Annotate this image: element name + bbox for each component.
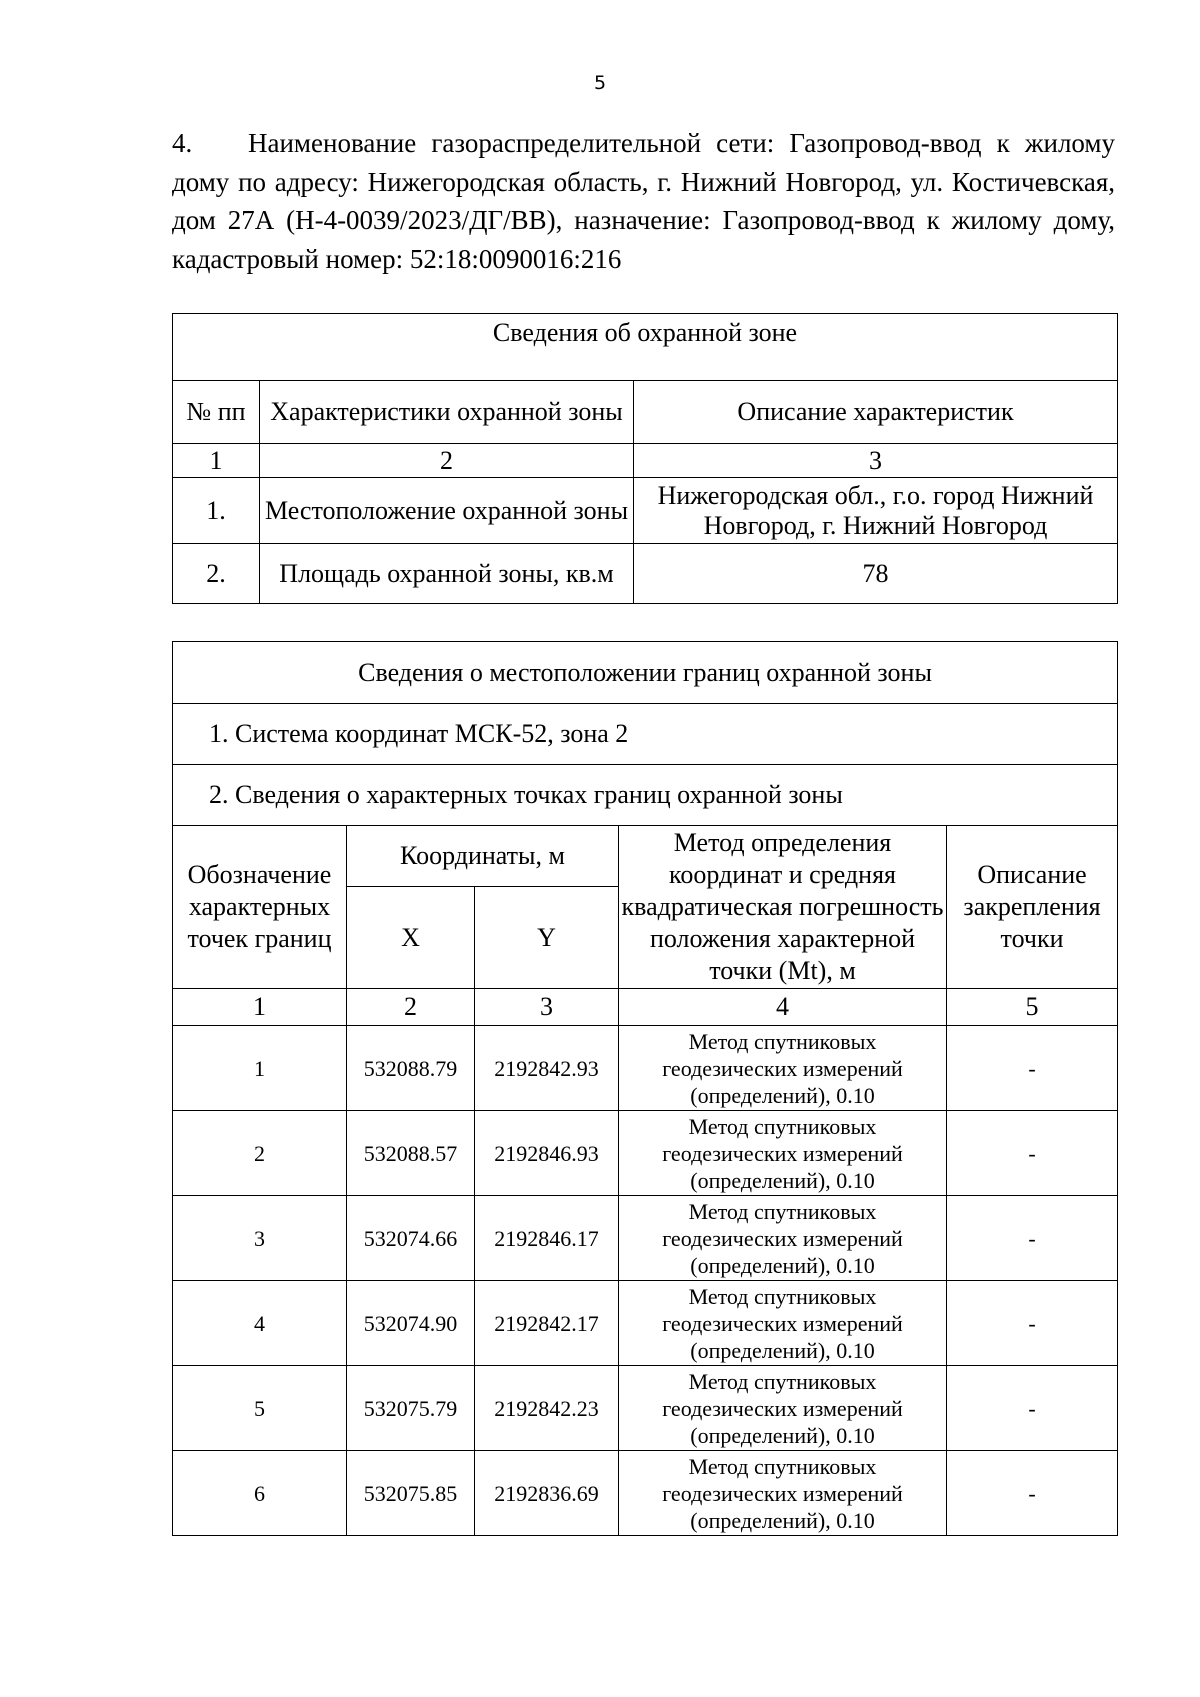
header-num: № пп [173,381,260,444]
col-number: 2 [347,989,475,1026]
table-row [173,1196,1118,1281]
point-x: 532088.79 [347,1026,475,1111]
point-fixing: - [947,1451,1118,1536]
col-number: 1 [173,989,347,1026]
point-x: 532075.79 [347,1366,475,1451]
point-y: 2192842.93 [475,1026,619,1111]
point-id: 1 [173,1026,347,1111]
point-x: 532074.90 [347,1281,475,1366]
header-characteristics: Характеристики охранной зоны [260,381,634,444]
point-fixing: - [947,1366,1118,1451]
table-row [173,1026,1118,1111]
row-number: 1. [173,478,260,544]
header-fixing: Описание закрепления точки [947,826,1118,989]
point-id: 3 [173,1196,347,1281]
table-row [173,1281,1118,1366]
row-number: 2. [173,544,260,604]
points-info-heading: 2. Сведения о характерных точках границ охранной зоны [173,765,1118,826]
boundary-points-table [172,641,1118,1536]
point-fixing: - [947,1196,1118,1281]
point-method: Метод спутниковых геодезических измерений (определений), 0.10 [619,1026,947,1111]
point-y: 2192836.69 [475,1451,619,1536]
table-row [173,1111,1118,1196]
network-description-text: Наименование газораспределительной сети: Газопровод-ввод к жилому дому по адресу: Нижегородская область, г. Нижний Новгород, ул. Костичевская, дом 27А (Н-4-0039/2023/ДГ/ВВ), назначение: Газопровод-ввод к жилому дому, кадастровый номер: 52:18:0090016:216 [172,128,1115,274]
point-x: 532075.85 [347,1451,475,1536]
point-fixing: - [947,1111,1118,1196]
point-x: 532074.66 [347,1196,475,1281]
table-row [173,1451,1118,1536]
row-value: 78 [634,544,1118,604]
point-method: Метод спутниковых геодезических измерений (определений), 0.10 [619,1366,947,1451]
page-number: 5 [593,72,607,94]
row-name: Местоположение охранной зоны [260,478,634,544]
header-method: Метод определения координат и средняя квадратическая погрешность положения характерной точки (Mt), м [619,826,947,989]
header-x: X [347,887,475,989]
point-method: Метод спутниковых геодезических измерений (определений), 0.10 [619,1111,947,1196]
col-number: 1 [173,444,260,478]
row-value: Нижегородская обл., г.о. город Нижний Новгород, г. Нижний Новгород [634,478,1118,544]
point-x: 532088.57 [347,1111,475,1196]
protection-zone-table [172,313,1118,604]
row-name: Площадь охранной зоны, кв.м [260,544,634,604]
col-number: 3 [475,989,619,1026]
header-description: Описание характеристик [634,381,1118,444]
point-fixing: - [947,1026,1118,1111]
item-number: 4. [172,128,193,158]
col-number: 3 [634,444,1118,478]
header-point: Обозначение характерных точек границ [173,826,347,989]
table-row [173,478,1118,544]
zone-table-title: Сведения об охранной зоне [173,314,1118,381]
table-row [173,1366,1118,1451]
header-coordinates: Координаты, м [347,826,619,887]
point-method: Метод спутниковых геодезических измерений (определений), 0.10 [619,1451,947,1536]
col-number: 5 [947,989,1118,1026]
network-description [172,124,1115,278]
bounds-table-title: Сведения о местоположении границ охранной зоны [173,642,1118,704]
point-id: 2 [173,1111,347,1196]
point-method: Метод спутниковых геодезических измерений (определений), 0.10 [619,1196,947,1281]
point-id: 4 [173,1281,347,1366]
point-y: 2192846.93 [475,1111,619,1196]
header-y: Y [475,887,619,989]
point-fixing: - [947,1281,1118,1366]
coordinate-system: 1. Система координат МСК-52, зона 2 [173,704,1118,765]
point-y: 2192846.17 [475,1196,619,1281]
col-number: 4 [619,989,947,1026]
point-id: 5 [173,1366,347,1451]
point-method: Метод спутниковых геодезических измерений (определений), 0.10 [619,1281,947,1366]
point-y: 2192842.23 [475,1366,619,1451]
point-y: 2192842.17 [475,1281,619,1366]
col-number: 2 [260,444,634,478]
point-id: 6 [173,1451,347,1536]
table-row [173,544,1118,604]
